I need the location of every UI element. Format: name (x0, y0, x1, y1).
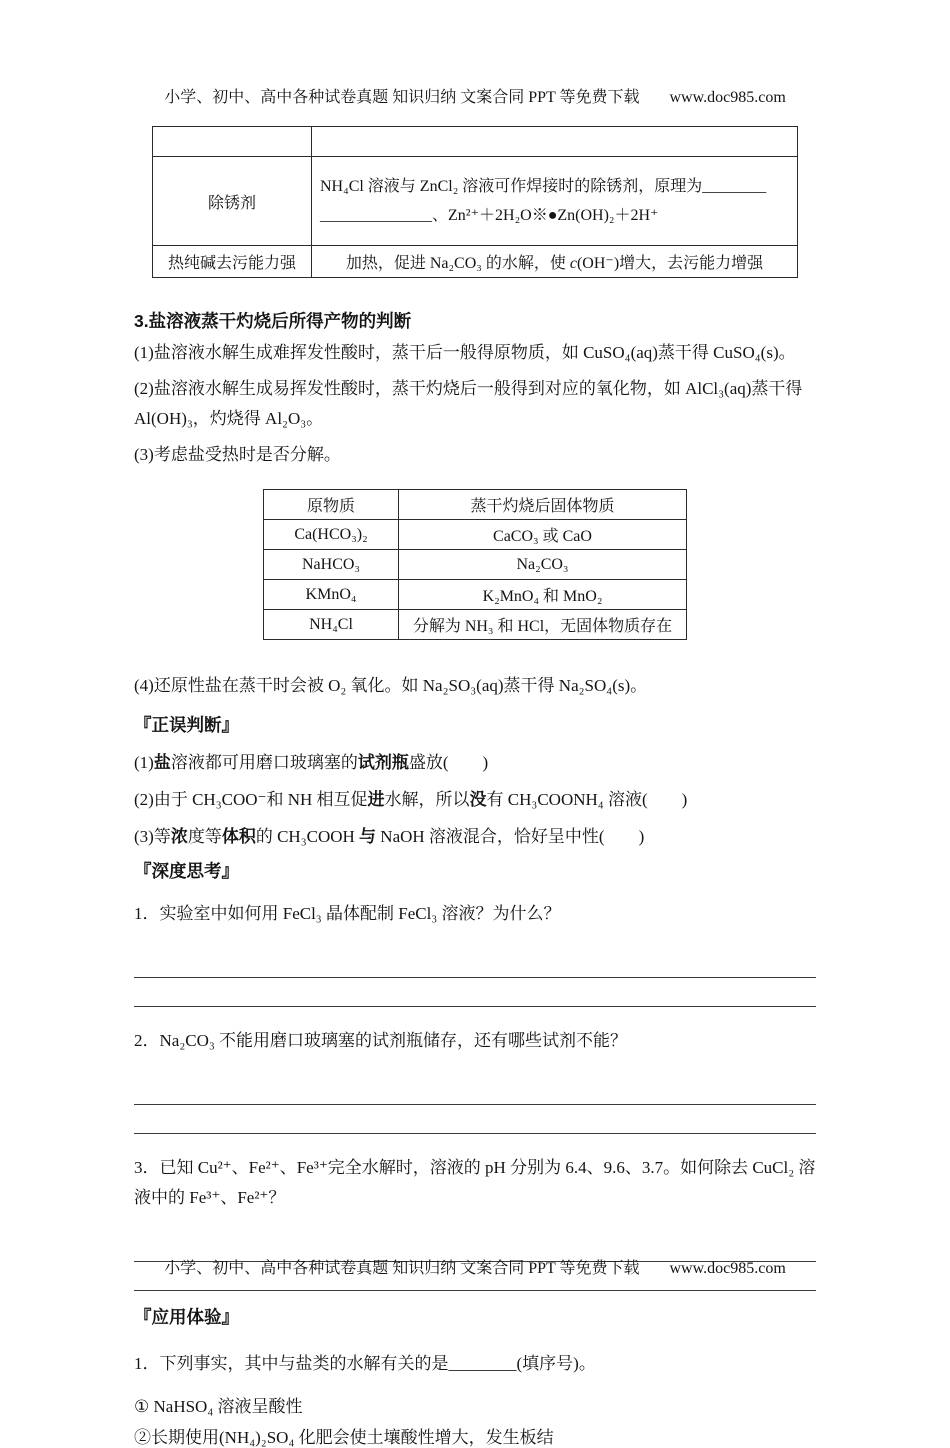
answer-line (134, 1073, 816, 1105)
table-cell (153, 127, 312, 157)
think-question-3: 3．已知 Cu²⁺、Fe²⁺、Fe³⁺完全水解时，溶液的 pH 分别为 6.4、9.6、3.7。如何除去 CuCl₂ 溶液中的 Fe³⁺、Fe²⁺？ (134, 1158, 816, 1207)
table-row (264, 610, 687, 640)
section3-heading: 3.盐溶液蒸干灼烧后所得产物的判断 (134, 311, 412, 331)
column-header-product: 蒸干灼烧后固体物质 (399, 490, 687, 520)
product-table (263, 489, 687, 640)
apply-heading: 『应用体验』 (134, 1307, 239, 1327)
column-header-original: 原物质 (264, 490, 399, 520)
cell-original: NH₄Cl (264, 610, 399, 640)
section3-point4: (4)还原性盐在蒸干时会被 O₂ 氧化。如 Na₂SO₃(aq)蒸干得 Na₂SO₄(s)。 (134, 676, 648, 695)
row-label: 热纯碱去污能力强 (153, 246, 312, 278)
cell-product: 分解为 NH₃ 和 HCl，无固体物质存在 (399, 610, 687, 640)
judge-item-3: (3)等浓度等体积的 CH₃COOH 与 NaOH 溶液混合，恰好呈中性( ) (134, 827, 645, 846)
table-row-soda (153, 246, 798, 278)
answer-line (134, 978, 816, 1007)
section3-point3: (3)考虑盐受热时是否分解。 (134, 445, 341, 464)
answer-line (134, 946, 816, 978)
judge-heading: 『正误判断』 (134, 715, 239, 735)
cell-original: Ca(HCO₃)₂ (264, 520, 399, 550)
apply-question-1: 1．下列事实，其中与盐类的水解有关的是________(填序号)。 (134, 1354, 596, 1373)
page-header (0, 0, 950, 107)
apply-option-1: ① NaHSO₄ 溶液呈酸性 (134, 1397, 303, 1416)
cell-original: NaHCO₃ (264, 550, 399, 580)
cell-product: K₂MnO₄ 和 MnO₂ (399, 580, 687, 610)
answer-line (134, 1105, 816, 1134)
think-heading: 『深度思考』 (134, 861, 239, 881)
cell-original: KMnO₄ (264, 580, 399, 610)
table-row-rust-remover (153, 157, 798, 246)
page-footer (0, 1255, 950, 1278)
footer-text: 小学、初中、高中各种试卷真题 知识归纳 文案合同 PPT 等免费下载 (164, 1260, 640, 1277)
table-header-row (264, 490, 687, 520)
row-label: 除锈剂 (153, 157, 312, 246)
section3-point1: (1)盐溶液水解生成难挥发性酸时，蒸干后一般得原物质，如 CuSO₄(aq)蒸干得 CuSO₄(s)。 (134, 343, 796, 362)
table-row (264, 580, 687, 610)
header-text: 小学、初中、高中各种试卷真题 知识归纳 文案合同 PPT 等免费下载 (164, 89, 640, 106)
footer-url: www.doc985.com (669, 1260, 786, 1277)
usage-table (152, 126, 798, 278)
row-content (312, 157, 798, 246)
table-row (264, 550, 687, 580)
table-cell (312, 127, 798, 157)
section3-point2: (2)盐溶液水解生成易挥发性酸时，蒸干灼烧后一般得到对应的氧化物，如 AlCl₃(aq)蒸干得 Al(OH)₃，灼烧得 Al₂O₃。 (134, 379, 803, 428)
judge-item-2: (2)由于 CH₃COO⁻和 NH 相互促进水解，所以没有 CH₃COONH₄ 溶液( ) (134, 790, 688, 809)
header-url: www.doc985.com (669, 89, 786, 106)
content-line: NH₄Cl 溶液与 ZnCl₂ 溶液可作焊接时的除锈剂，原理为________ (320, 178, 767, 195)
content-line-equation: ______________、Zn²⁺＋2H₂O※●Zn(OH)₂＋2H⁺ (320, 207, 659, 224)
judge-item-1: (1)盐溶液都可用磨口玻璃塞的试剂瓶盛放( ) (134, 753, 489, 772)
think-question-2: 2．Na₂CO₃ 不能用磨口玻璃塞的试剂瓶储存，还有哪些试剂不能？ (134, 1031, 628, 1050)
table-row-empty (153, 127, 798, 157)
row-content: 加热，促进 Na₂CO₃ 的水解，使 c(OH⁻)增大，去污能力增强 (312, 246, 798, 278)
cell-product: Na₂CO₃ (399, 550, 687, 580)
cell-product: CaCO₃ 或 CaO (399, 520, 687, 550)
table-row (264, 520, 687, 550)
apply-option-2: ②长期使用(NH₄)₂SO₄ 化肥会使土壤酸性增大，发生板结 (134, 1428, 554, 1447)
think-question-1: 1．实验室中如何用 FeCl₃ 晶体配制 FeCl₃ 溶液？为什么？ (134, 904, 561, 923)
